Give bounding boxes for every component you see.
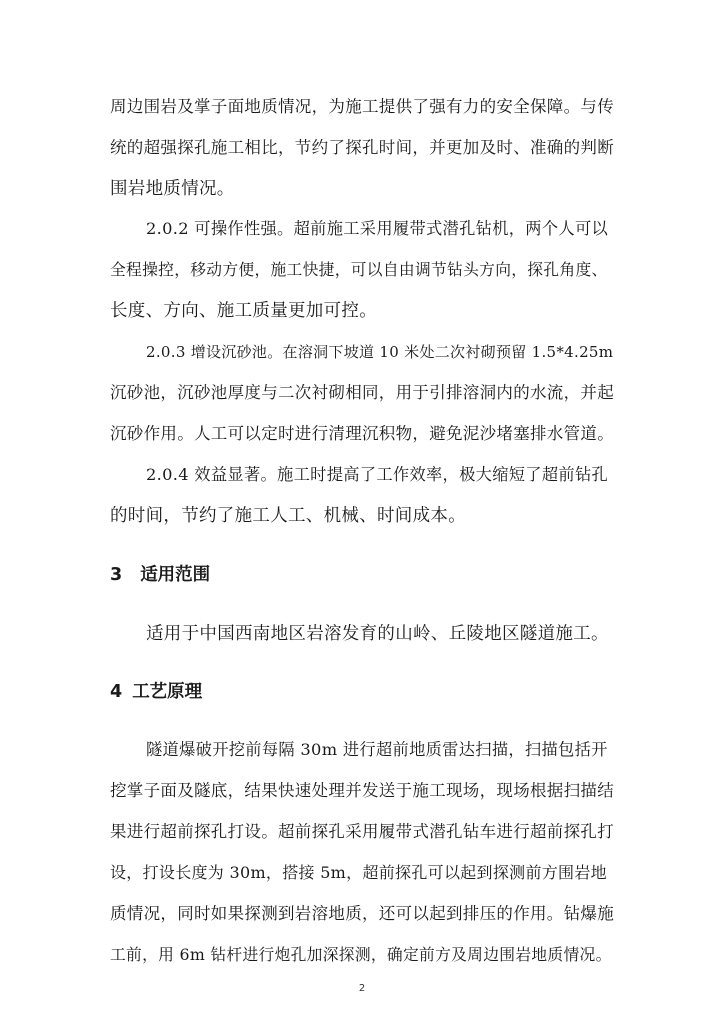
section-3-body: 适用于中国西南地区岩溶发育的山岭、丘陵地区隧道施工。 xyxy=(146,624,609,644)
section-3-number: 3 xyxy=(110,565,123,585)
section-4-line-4: 设，打设长度为 30m，搭接 5m，超前探孔可以起到探测前方围岩地 xyxy=(110,863,607,882)
intro-line-3: 围岩地质情况。 xyxy=(110,179,235,199)
para-203-line-3: 沉砂作用。人工可以定时进行清理沉积物，避免泥沙堵塞排水管道。 xyxy=(110,424,614,443)
intro-line-2: 统的超强探孔施工相比，节约了探孔时间，并更加及时、准确的判断 xyxy=(110,138,614,157)
intro-line-1: 周边围岩及掌子面地质情况，为施工提供了强有力的安全保障。与传 xyxy=(110,97,614,116)
para-202-line-2: 全程操控，移动方便，施工快捷，可以自由调节钻头方向，探孔角度、 xyxy=(110,260,608,279)
section-4-line-5: 质情况，同时如果探测到岩溶地质，还可以起到排压的作用。钻爆施 xyxy=(110,904,614,923)
section-3-heading xyxy=(110,563,210,587)
page-number: 2 xyxy=(358,983,366,994)
para-202-line-1: 2.0.2 可操作性强。超前施工采用履带式潜孔钻机，两个人可以 xyxy=(146,219,609,238)
section-4-line-2: 挖掌子面及隧底，结果快速处理并发送于施工现场，现场根据扫描结 xyxy=(110,781,614,800)
section-4-line-1: 隧道爆破开挖前每隔 30m 进行超前地质雷达扫描，扫描包括开 xyxy=(146,740,608,759)
para-204-line-2: 的时间，节约了施工人工、机械、时间成本。 xyxy=(110,506,466,526)
section-3-title: 适用范围 xyxy=(140,565,211,585)
section-4-heading xyxy=(110,680,202,704)
section-4-line-6: 工前，用 6m 钻杆进行炮孔加深探测，确定前方及周边围岩地质情况。 xyxy=(110,945,612,964)
section-4-title: 工艺原理 xyxy=(132,682,203,702)
section-4-line-3: 果进行超前探孔打设。超前探孔采用履带式潜孔钻车进行超前探孔打 xyxy=(110,822,614,841)
para-203-line-1: 2.0.3 增设沉砂池。在溶洞下坡道 10 米处二次衬砌预留 1.5*4.25m xyxy=(146,343,614,361)
para-203-line-2: 沉砂池，沉砂池厚度与二次衬砌相同，用于引排溶洞内的水流，并起 xyxy=(110,383,614,402)
para-204-line-1: 2.0.4 效益显著。施工时提高了工作效率，极大缩短了超前钻孔 xyxy=(146,465,609,484)
para-202-line-3: 长度、方向、施工质量更加可控。 xyxy=(110,301,377,321)
section-4-number: 4 xyxy=(110,682,123,702)
